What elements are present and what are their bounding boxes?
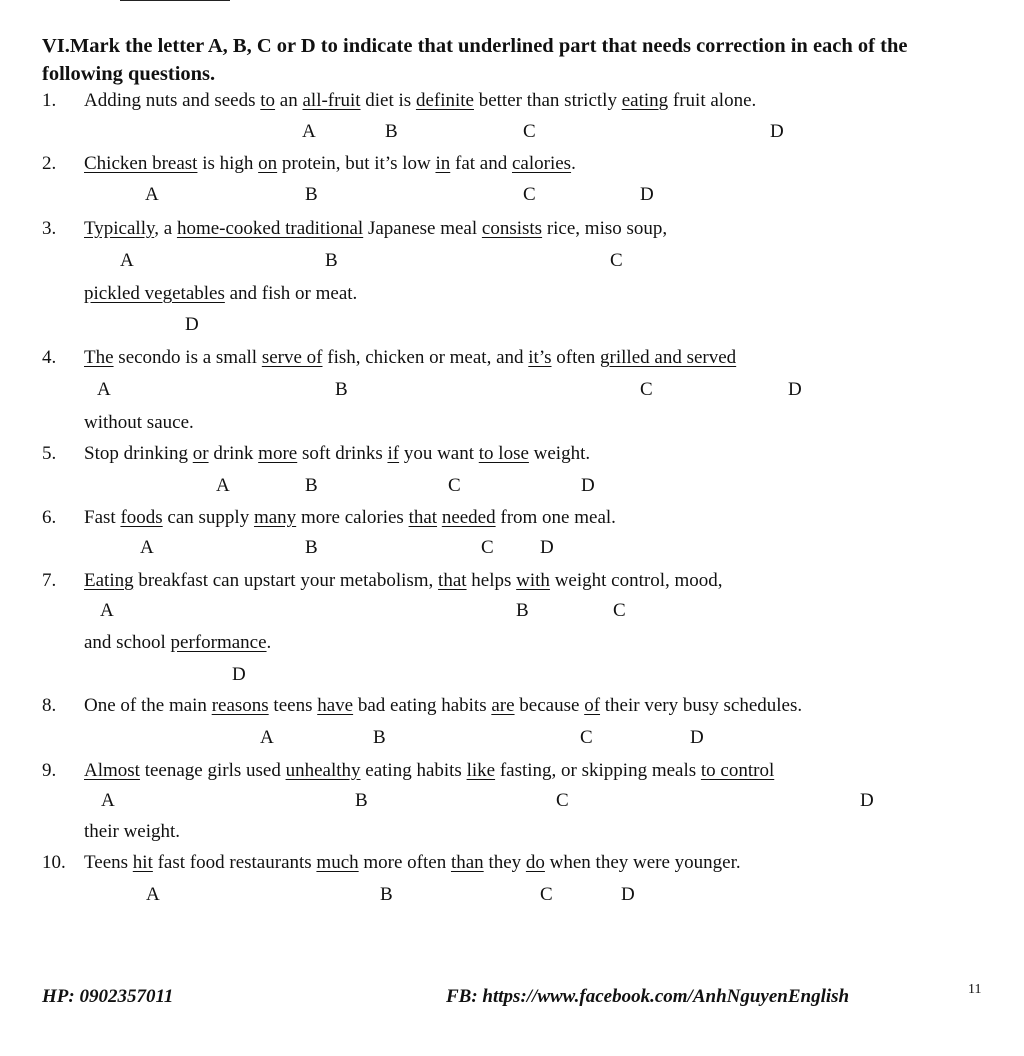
text-segment: is high [197, 153, 259, 174]
underlined-part: with [516, 570, 550, 591]
question-number: 2. [42, 153, 57, 174]
option-letter-c: C [613, 600, 626, 621]
question-number: 10. [42, 852, 66, 873]
question-text [84, 218, 667, 240]
underlined-part: of [584, 695, 601, 716]
option-letter-c: C [610, 250, 623, 271]
option-letter-c: C [523, 184, 536, 205]
text-segment: Stop drinking [84, 443, 193, 464]
text-segment: soft drinks [297, 443, 388, 464]
text-segment: drink [208, 443, 259, 464]
option-letter-b: B [305, 537, 318, 558]
underlined-part: hit [132, 852, 153, 873]
question-text [84, 412, 194, 434]
question-number: 5. [42, 443, 57, 464]
option-letter-a: A [140, 537, 154, 558]
text-segment: fat and [450, 153, 512, 174]
text-segment: can supply [162, 507, 254, 528]
text-segment: , a [154, 218, 177, 239]
question-text [84, 507, 616, 529]
underlined-part: do [525, 852, 545, 873]
option-letter-c: C [640, 379, 653, 400]
text-segment: breakfast can upstart your metabolism, [133, 570, 439, 591]
underlined-part: calories [511, 153, 572, 174]
question-text [84, 821, 180, 843]
underlined-part: many [253, 507, 297, 528]
footer-phone: HP: 0902357011 [42, 986, 174, 1007]
question-number: 4. [42, 347, 57, 368]
question-text [84, 852, 741, 874]
text-segment: fruit alone. [668, 90, 757, 111]
question-text [84, 90, 756, 112]
question-text [84, 632, 271, 654]
option-letter-c: C [448, 475, 461, 496]
option-letter-b: B [335, 379, 348, 400]
text-segment: more calories [296, 507, 409, 528]
option-letter-a: A [260, 727, 274, 748]
text-segment: bad eating habits [353, 695, 492, 716]
option-letter-b: B [516, 600, 529, 621]
underlined-part: that [438, 570, 467, 591]
underlined-part: Eating [84, 570, 134, 591]
option-letter-c: C [580, 727, 593, 748]
text-segment: fasting, or skipping meals [495, 760, 701, 781]
option-letter-a: A [100, 600, 114, 621]
underlined-part: performance [170, 632, 267, 653]
option-letter-b: B [305, 475, 318, 496]
text-segment: from one meal. [495, 507, 616, 528]
question-number: 1. [42, 90, 57, 111]
underlined-part: or [192, 443, 209, 464]
option-letter-d: D [621, 884, 635, 905]
question-text [84, 570, 723, 592]
underlined-part: it’s [528, 347, 552, 368]
option-letter-c: C [523, 121, 536, 142]
text-segment: eating habits [360, 760, 467, 781]
text-segment: because [514, 695, 585, 716]
question-text [84, 153, 576, 175]
text-segment: an [275, 90, 303, 111]
text-segment: . [266, 632, 272, 653]
option-letter-d: D [540, 537, 554, 558]
underlined-part: serve of [261, 347, 323, 368]
question-number: 8. [42, 695, 57, 716]
underlined-part: needed [441, 507, 496, 528]
option-letter-d: D [185, 314, 199, 335]
option-letter-d: D [232, 664, 246, 685]
underlined-part: that [408, 507, 438, 528]
option-letter-b: B [325, 250, 338, 271]
top-rule [120, 0, 230, 1]
option-letter-b: B [380, 884, 393, 905]
text-segment: and school [84, 632, 171, 653]
option-letter-a: A [302, 121, 316, 142]
text-segment: they [483, 852, 526, 873]
option-letter-d: D [770, 121, 784, 142]
question-text [84, 760, 774, 782]
underlined-part: to lose [478, 443, 529, 464]
text-segment: fast food restaurants [152, 852, 317, 873]
option-letter-b: B [355, 790, 368, 811]
instruction-heading: VI.Mark the letter A, B, C or D to indicate that underlined part that needs correction in each of the following questions. [42, 35, 908, 85]
option-letter-c: C [540, 884, 553, 905]
underlined-part: foods [120, 507, 163, 528]
text-segment: and fish or meat. [224, 283, 358, 304]
underlined-part: if [387, 443, 400, 464]
underlined-part: Chicken breast [84, 153, 198, 174]
underlined-part: more [258, 443, 298, 464]
underlined-part: are [491, 695, 515, 716]
option-letter-c: C [481, 537, 494, 558]
option-letter-d: D [860, 790, 874, 811]
option-letter-a: A [97, 379, 111, 400]
option-letter-a: A [146, 884, 160, 905]
text-segment: Japanese meal [363, 218, 482, 239]
option-letter-a: A [216, 475, 230, 496]
text-segment: teens [268, 695, 318, 716]
underlined-part: definite [415, 90, 474, 111]
underlined-part: much [316, 852, 359, 873]
text-segment: fish, chicken or meat, and [322, 347, 529, 368]
underlined-part: eating [621, 90, 669, 111]
text-segment: their weight. [84, 821, 181, 842]
page-number: 11 [968, 982, 982, 997]
question-number: 3. [42, 218, 57, 239]
underlined-part: Typically [84, 218, 155, 239]
underlined-part: to control [700, 760, 775, 781]
question-text [84, 283, 357, 305]
footer-facebook: FB: https://www.facebook.com/AnhNguyenEnglish [446, 986, 850, 1007]
underlined-part: in [435, 153, 451, 174]
text-segment: helps [466, 570, 517, 591]
underlined-part: all-fruit [302, 90, 361, 111]
underlined-part: have [317, 695, 354, 716]
underlined-part: The [84, 347, 114, 368]
underlined-part: grilled and served [600, 347, 737, 368]
underlined-part: Almost [84, 760, 140, 781]
text-segment: Fast [84, 507, 121, 528]
underlined-part: like [466, 760, 496, 781]
text-segment: diet is [360, 90, 416, 111]
option-letter-d: D [640, 184, 654, 205]
text-segment: secondo is a small [113, 347, 262, 368]
question-number: 7. [42, 570, 57, 591]
question-text [84, 347, 736, 369]
text-segment: Adding nuts and seeds [84, 90, 261, 111]
text-segment: Teens [84, 852, 133, 873]
text-segment: . [571, 153, 576, 174]
underlined-part: on [258, 153, 278, 174]
text-segment: weight control, mood, [549, 570, 723, 591]
underlined-part: than [450, 852, 484, 873]
text-segment: better than strictly [473, 90, 622, 111]
underlined-part: consists [481, 218, 543, 239]
text-segment: their very busy schedules. [600, 695, 803, 716]
question-text [84, 695, 802, 717]
question-text [84, 443, 590, 465]
option-letter-d: D [581, 475, 595, 496]
text-segment: more often [358, 852, 451, 873]
text-segment: weight. [528, 443, 591, 464]
text-segment: rice, miso soup, [542, 218, 668, 239]
underlined-part: pickled vegetables [84, 283, 225, 304]
option-letter-a: A [120, 250, 134, 271]
underlined-part: unhealthy [285, 760, 361, 781]
option-letter-d: D [788, 379, 802, 400]
underlined-part: home-cooked traditional [176, 218, 364, 239]
text-segment: often [551, 347, 601, 368]
option-letter-c: C [556, 790, 569, 811]
text-segment: you want [399, 443, 479, 464]
text-segment: teenage girls used [139, 760, 286, 781]
underlined-part: reasons [211, 695, 269, 716]
option-letter-b: B [305, 184, 318, 205]
question-number: 6. [42, 507, 57, 528]
text-segment: without sauce. [84, 412, 194, 433]
option-letter-b: B [373, 727, 386, 748]
question-number: 9. [42, 760, 57, 781]
text-segment: when they were younger. [544, 852, 741, 873]
text-segment: protein, but it’s low [277, 153, 436, 174]
option-letter-b: B [385, 121, 398, 142]
underlined-part: to [260, 90, 276, 111]
option-letter-a: A [145, 184, 159, 205]
text-segment: One of the main [84, 695, 212, 716]
option-letter-a: A [101, 790, 115, 811]
option-letter-d: D [690, 727, 704, 748]
